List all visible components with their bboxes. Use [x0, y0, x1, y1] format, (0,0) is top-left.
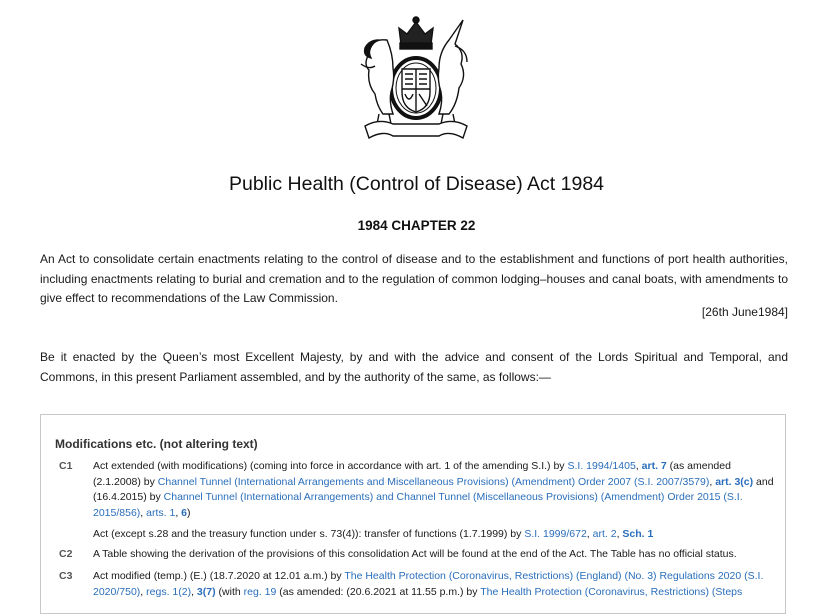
annotation-text-part: ,: [191, 585, 197, 598]
enactment-date: [26th June1984]: [701, 305, 788, 319]
annotation-text-part: ,: [586, 528, 593, 540]
annotation-text: [93, 459, 779, 543]
link-regs-1-2[interactable]: regs. 1(2): [146, 585, 192, 598]
annotation-code: C3: [59, 570, 73, 582]
annotation-text-part: Act extended (with modifications) (coming into force in accordance with art. 1 of the amending S.I.) by: [93, 460, 568, 472]
annotation-text-part: (as amended (2.1.2008) by: [93, 460, 731, 488]
link-si-1999-672[interactable]: S.I. 1999/672: [524, 528, 587, 540]
annotation-text-part: ,: [709, 475, 716, 488]
annotation-text: [93, 569, 779, 600]
link-art-3c[interactable]: art. 3(c): [715, 475, 754, 488]
annotation-text: A Table showing the derivation of the provisions of this consolidation Act will be found at the end of the Act. The Table has no official status.: [93, 548, 737, 560]
link-art-7[interactable]: art. 7: [641, 460, 667, 472]
annotation-text-part: ,: [635, 460, 642, 472]
annotation-paragraph: [93, 527, 779, 543]
annotation-text-part: ,: [140, 585, 147, 598]
page-title: Public Health (Control of Disease) Act 1984: [228, 173, 605, 195]
chapter-number: 1984 CHAPTER 22: [357, 218, 476, 233]
modifications-heading: Modifications etc. (not altering text): [55, 437, 258, 451]
link-channel-tunnel-order-2015[interactable]: Channel Tunnel (International Arrangements) and Channel Tunnel (Miscellaneous Provisions) (Amendment) Order 2015 (S.I. 2015/856): [93, 491, 743, 519]
long-title: An Act to consolidate certain enactments relating to the control of disease and to the establishment and functions of port health authorities, including enactments relating to burial and cremation and to the regulation of common lodging–houses and canal boats, with amendments to give effect to recommendations of the Law Commission.: [40, 252, 788, 305]
annotation-code: C2: [59, 548, 73, 560]
link-art-6[interactable]: 6: [181, 506, 188, 519]
annotation-text-part: ,: [140, 506, 147, 519]
link-coronavirus-regulations-2020[interactable]: The Health Protection (Coronavirus, Restrictions) (England) (No. 3) Regulations 2020 (S.I. 2020/750): [93, 570, 764, 598]
annotation-text-part: and (16.4.2015) by: [93, 475, 774, 503]
annotation-text-part: ,: [175, 506, 182, 519]
annotation-code: C1: [59, 460, 73, 472]
annotation-text-part: Act modified (temp.) (E.) (18.7.2020 at 12.01 a.m.) by: [93, 570, 345, 582]
link-coronavirus-steps-regulations[interactable]: The Health Protection (Coronavirus, Restrictions) (Steps: [480, 585, 743, 598]
link-reg-19[interactable]: reg. 19: [243, 585, 277, 598]
link-art-2[interactable]: art. 2: [592, 528, 617, 540]
annotation-text-part: (as amended: (20.6.2021 at 11.55 p.m.) by: [276, 585, 481, 598]
link-sch-1[interactable]: Sch. 1: [622, 528, 654, 540]
annotation-text-part: ,: [616, 528, 623, 540]
annotation-text-part: (with: [215, 585, 244, 598]
link-channel-tunnel-order-2007[interactable]: Channel Tunnel (International Arrangements and Miscellaneous Provisions) (Amendment) Order 2007 (S.I. 2007/3579): [157, 475, 710, 488]
modifications-panel: [40, 414, 786, 614]
enacting-formula: Be it enacted by the Queen’s most Excellent Majesty, by and with the advice and consent of the Lords Spiritual and Temporal, and Commons, in this present Parliament assembled, and by the authority of the same, as follows:—: [40, 350, 788, 384]
link-reg-3-7[interactable]: 3(7): [196, 585, 216, 598]
annotation-text-part: Act (except s.28 and the treasury function under s. 73(4)): transfer of functions (1.7.1999) by: [93, 528, 525, 540]
link-si-1994-1405[interactable]: S.I. 1994/1405: [567, 460, 636, 472]
annotation-text-part: ): [187, 506, 191, 519]
royal-coat-of-arms-logo: [349, 14, 483, 140]
link-arts-1[interactable]: arts. 1: [146, 506, 176, 519]
